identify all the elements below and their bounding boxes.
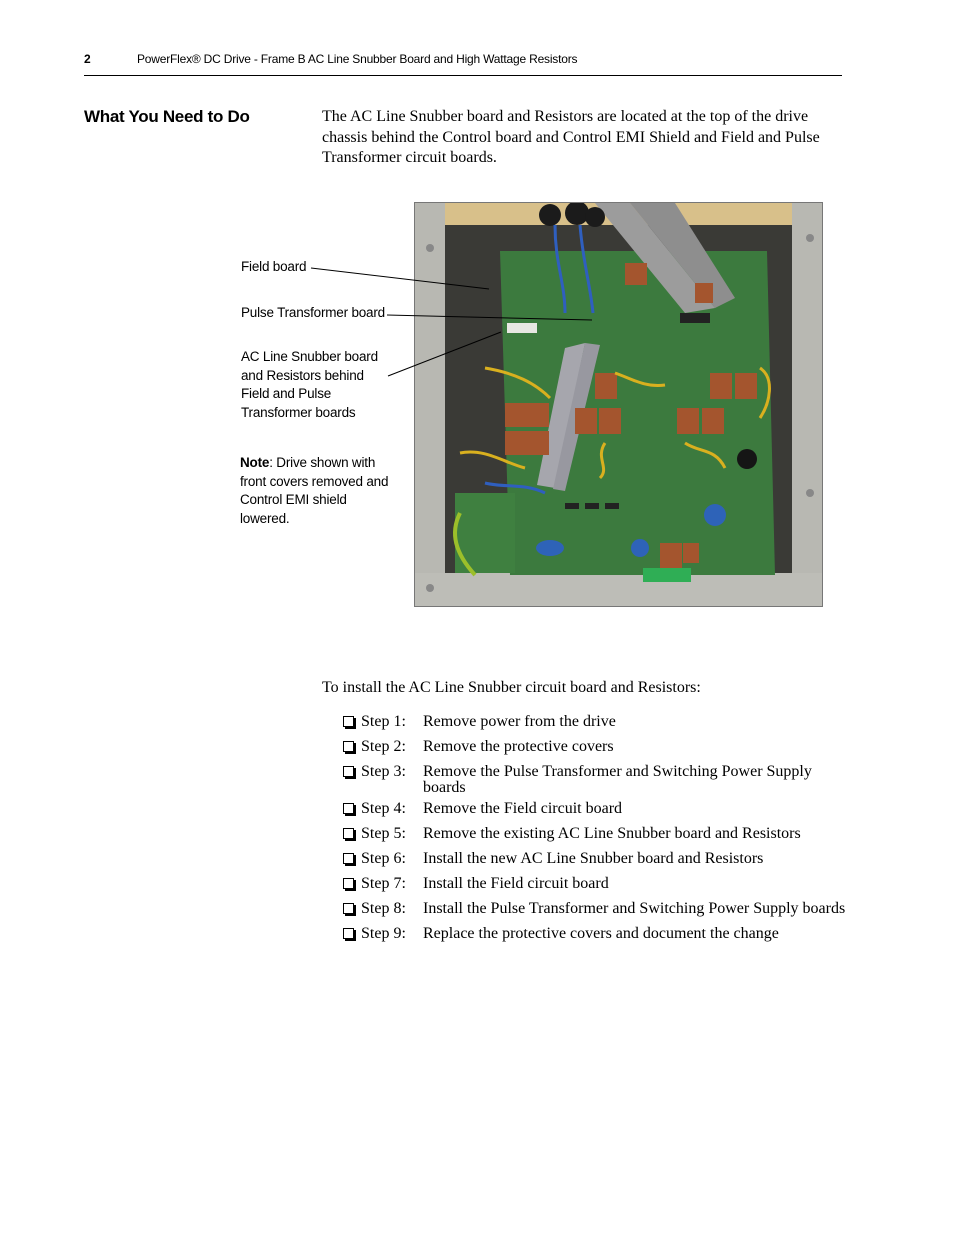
- install-intro: To install the AC Line Snubber circuit board and Resistors:: [322, 679, 701, 696]
- step-label: Step 2:: [361, 738, 406, 755]
- step-item: [343, 714, 848, 733]
- step-item: [343, 739, 848, 758]
- checkbox-icon[interactable]: [343, 928, 354, 939]
- step-label: Step 1:: [361, 713, 406, 730]
- step-item: [343, 901, 848, 920]
- step-item: [343, 926, 848, 945]
- checkbox-icon[interactable]: [343, 803, 354, 814]
- step-label: Step 3:: [361, 763, 406, 780]
- step-label: Step 4:: [361, 800, 406, 817]
- step-text: Remove the protective covers: [423, 738, 614, 755]
- step-label: Step 7:: [361, 875, 406, 892]
- step-item: [343, 851, 848, 870]
- callout-pulse-transformer-board: Pulse Transformer board: [241, 305, 385, 320]
- step-text: Remove the Field circuit board: [423, 800, 623, 817]
- step-text: Remove the Pulse Transformer and Switching Power Supply boards: [423, 763, 812, 796]
- checkbox-icon[interactable]: [343, 716, 354, 727]
- step-text: Install the Pulse Transformer and Switching Power Supply boards: [423, 900, 846, 917]
- callout-field-board: Field board: [241, 259, 307, 274]
- checkbox-icon[interactable]: [343, 766, 354, 777]
- running-header: PowerFlex® DC Drive - Frame B AC Line Snubber Board and High Wattage Resistors: [137, 52, 578, 66]
- intro-paragraph: The AC Line Snubber board and Resistors are located at the top of the drive chassis behind the Control board and Control EMI Shield and Field and Pulse Transformer circuit boards.: [322, 108, 820, 166]
- figure-note: Note: Drive shown with front covers removed and Control EMI shield lowered.: [240, 455, 389, 526]
- step-text: Install the Field circuit board: [423, 875, 609, 892]
- callout-ac-line-snubber: AC Line Snubber board and Resistors behind Field and Pulse Transformer boards: [241, 349, 378, 420]
- step-text: Replace the protective covers and document the change: [423, 925, 779, 942]
- step-item: [343, 826, 848, 845]
- checkbox-icon[interactable]: [343, 878, 354, 889]
- step-label: Step 8:: [361, 900, 406, 917]
- step-label: Step 6:: [361, 850, 406, 867]
- page-number: 2: [84, 52, 91, 66]
- checkbox-icon[interactable]: [343, 903, 354, 914]
- step-item: [343, 801, 848, 820]
- step-label: Step 9:: [361, 925, 406, 942]
- step-text: Install the new AC Line Snubber board and Resistors: [423, 850, 764, 867]
- section-heading: What You Need to Do: [84, 107, 250, 126]
- step-text: Remove the existing AC Line Snubber board and Resistors: [423, 825, 801, 842]
- install-step-list: [343, 714, 848, 951]
- step-item: [343, 764, 848, 795]
- checkbox-icon[interactable]: [343, 828, 354, 839]
- note-label: Note: [240, 455, 270, 470]
- step-label: Step 5:: [361, 825, 406, 842]
- checkbox-icon[interactable]: [343, 741, 354, 752]
- checkbox-icon[interactable]: [343, 853, 354, 864]
- step-text: Remove power from the drive: [423, 713, 616, 730]
- step-item: [343, 876, 848, 895]
